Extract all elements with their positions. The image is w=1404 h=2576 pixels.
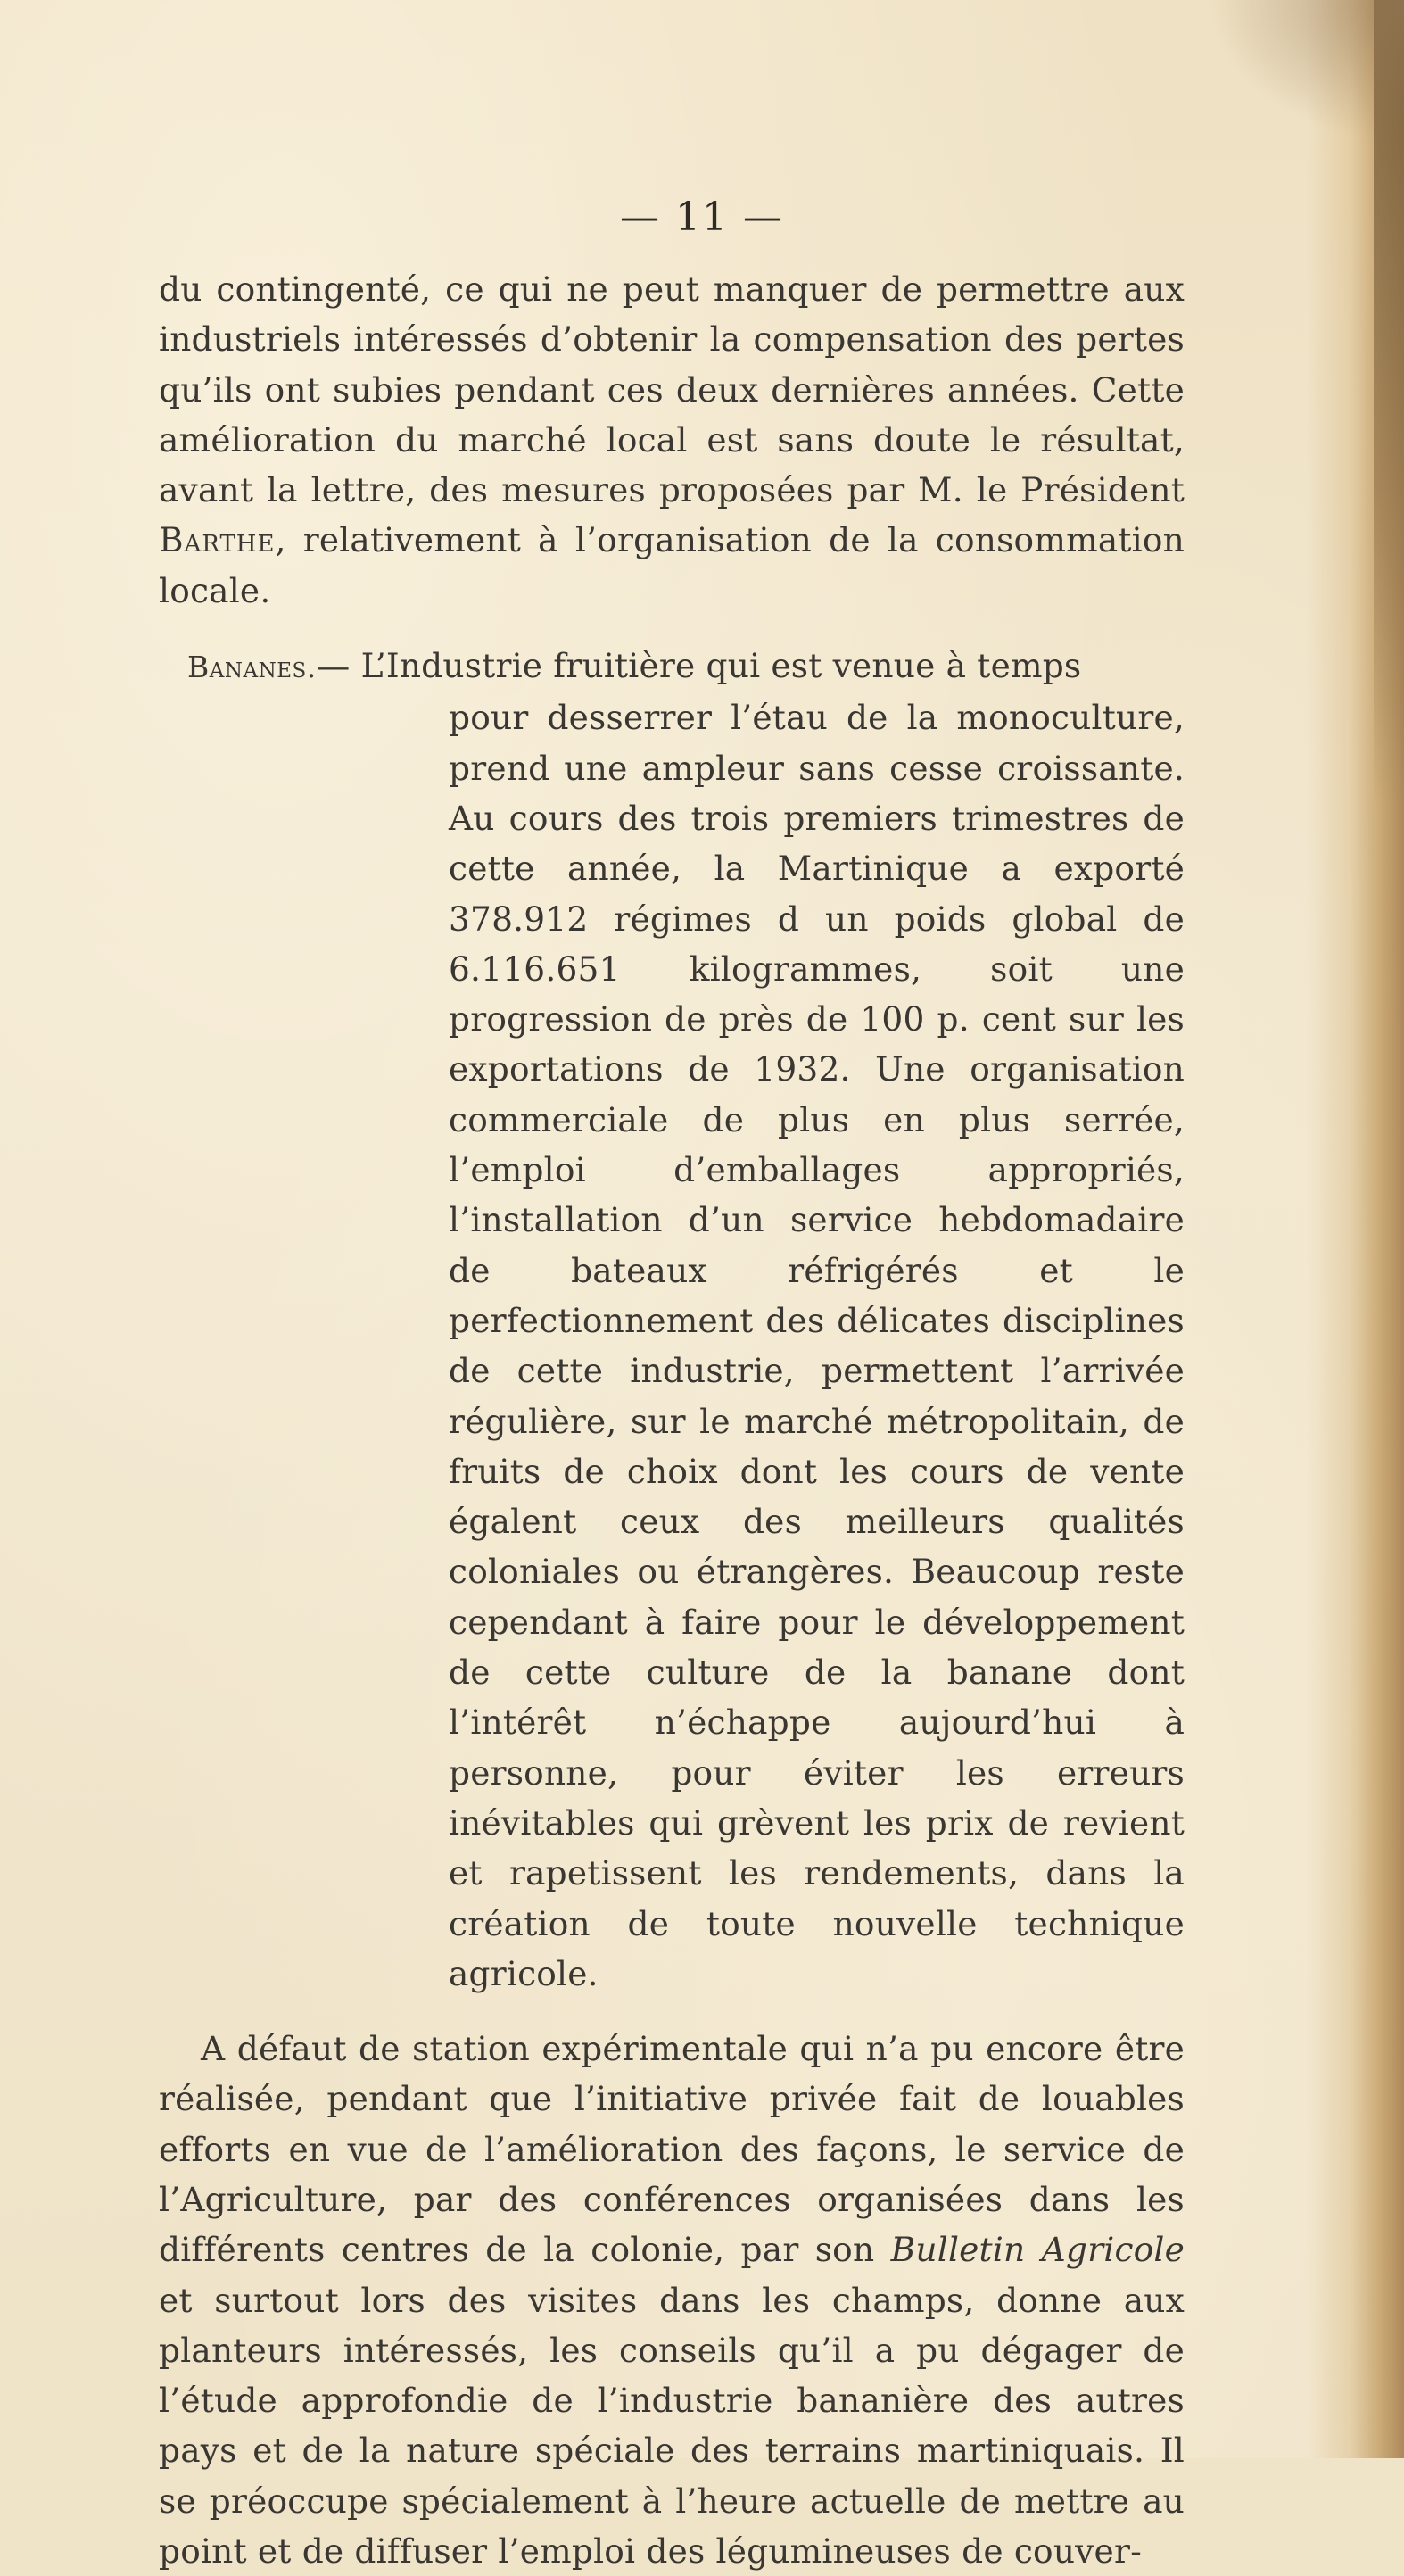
publication-title: Bulletin Agricole [890, 2230, 1185, 2270]
paragraph-contingent [159, 264, 1185, 616]
paragraph-first-line: — L’Industrie fruitière qui est venue à temps [316, 646, 1082, 686]
person-name: Barthe [159, 520, 276, 560]
paragraph-text-end: et surtout lors des visites dans les champs, donne aux planteurs intéressés, les conseils qu’il a pu dégager de l’étude approfondie de l’industrie bananière des autres pays et de la nature spéciale des terrains martiniquais. Il se préoccupe spécialement à l’heure actuelle de mettre au point et de diffuser l’emploi des légumineuses de couver- [159, 2280, 1185, 2572]
section-heading: Bananes. [187, 650, 317, 685]
page-number: — 11 — [620, 195, 784, 240]
paragraph-station [159, 2024, 1185, 2576]
paragraph-text: du contingenté, ce qui ne peut manquer de permettre aux industriels intéressés d’obtenir la compensation des pertes qu’ils ont subies pendant ces deux dernières années. Cette amélioration du marché local est sans doute le résultat, avant la lettre, des mesures proposées par M. le Président [159, 269, 1185, 510]
paragraph-body: pour desserrer l’étau de la monoculture, prend une ampleur sans cesse croissante. Au cours des trois premiers trimestres de cette année, la Martinique a exporté 378.912 régimes d un poids global de 6.116.651 kilogrammes, soit une progression de près de 100 p. cent sur les exportations de 1932. Une organisation commerciale de plus en plus serrée, l’emploi d’emballages appropriés, l’installation d’un service hebdomadaire de bateaux réfrigérés et le perfectionnement des délicates disciplines de cette industrie, permettent l’arrivée régulière, sur le marché métropolitain, de fruits de choix dont les cours de vente égalent ceux des meilleurs qualités coloniales ou étrangères. Beaucoup reste cependant à faire pour le développement de cette culture de la banane dont l’intérêt n’échappe aujourd’hui à personne, pour éviter les erreurs inévitables qui grèvent les prix de revient et rapetissent les rendements, dans la création de toute nouvelle technique agricole. [449, 698, 1185, 1993]
page-corner-stain [1208, 0, 1404, 143]
paragraph-text: A défaut de station expérimentale qui n’a pu encore être réalisée, pendant que l’initiative privée fait de louables efforts en vue de l’amélioration des façons, le service de l’Agriculture, par des conférences organisées dans les différents centres de la colonie, par son [159, 2029, 1185, 2270]
body-text [159, 264, 1185, 2576]
paragraph-text-end: , relativement à l’organisation de la consommation locale. [159, 520, 1185, 610]
paragraph-bananes [159, 641, 1185, 1999]
